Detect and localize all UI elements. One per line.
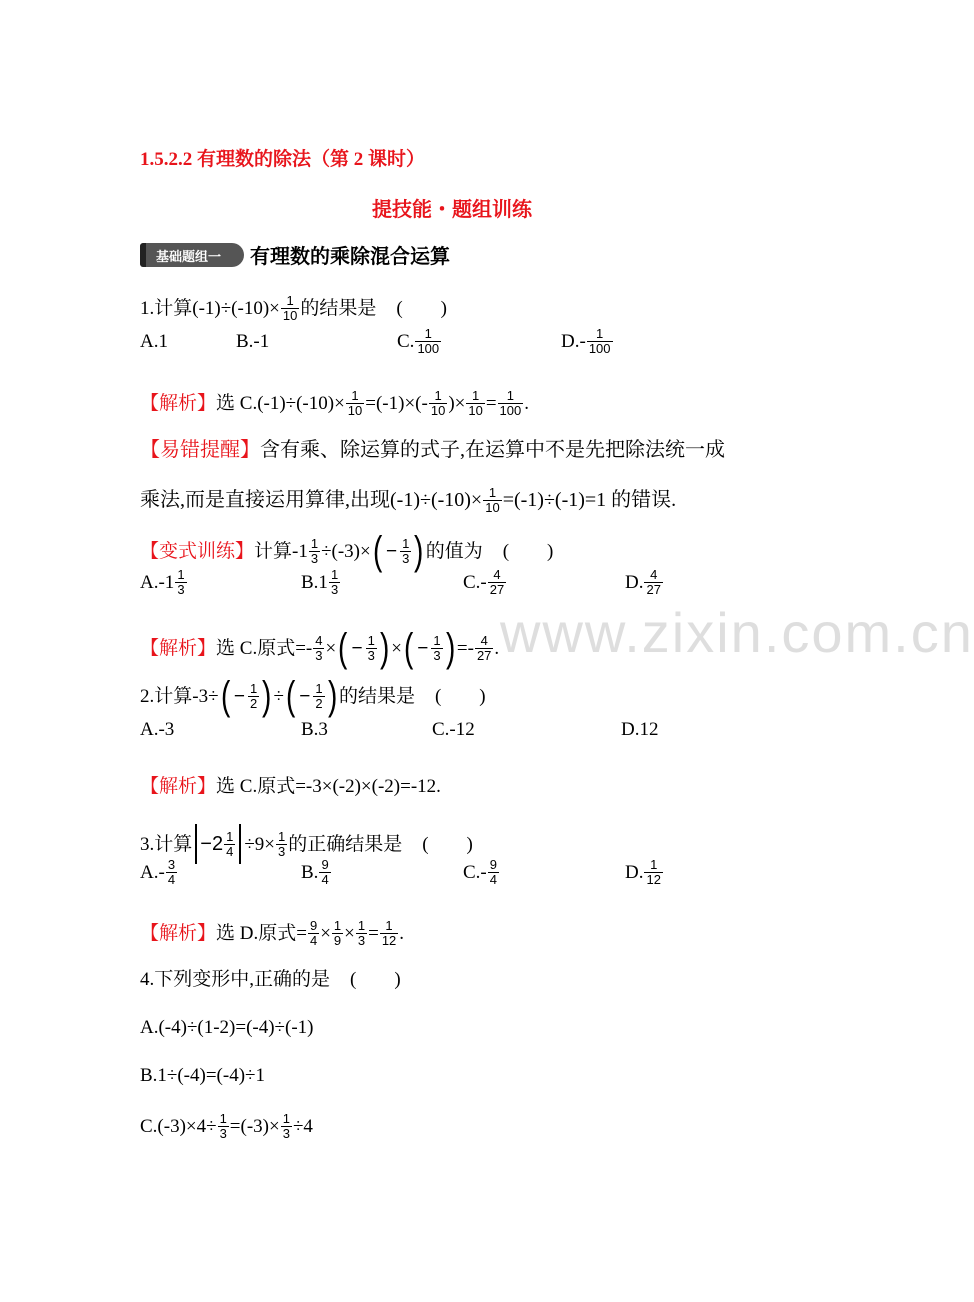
option-b: B. $\frac{9}{4}$ [301, 856, 329, 887]
q1-text-end: 的结果是 [300, 297, 377, 319]
analysis-tag: 【解析】 [140, 922, 217, 944]
tip-line2: 乘法,而是直接运用算律,出现(-1)÷(-10)× $\frac{1}{10}$ =(-1)÷(-1)=1 的错误. [140, 485, 677, 515]
option-b: B.-1 [236, 330, 270, 352]
option-d: D. $\frac{4}{27}$ [625, 566, 661, 597]
option-c: C.- $\frac{9}{4}$ [463, 856, 497, 887]
watermark: www.zixin.com.cn [500, 601, 974, 664]
option-d: D. $\frac{1}{12}$ [625, 856, 661, 887]
variant-tag: 【变式训练】 [140, 540, 255, 562]
badge-marker [140, 243, 146, 267]
q2-analysis: 【解析】 选 C.原式=-3×(-2)×(-2)=-12. [140, 776, 441, 797]
option-c: C. $\frac{1}{100}$ [397, 325, 440, 356]
option-a: A.-1 $\frac{1}{3}$ [140, 566, 185, 597]
analysis-tag: 【解析】 [140, 637, 217, 659]
analysis-tag: 【解析】 [140, 776, 217, 797]
section-title: 1.5.2.2 有理数的除法（第 2 课时） [140, 149, 426, 170]
tip-tag: 【易错提醒】 [140, 439, 260, 461]
option-c: C.- $\frac{4}{27}$ [463, 566, 505, 597]
variant-stem: 【变式训练】 计算-1 $\frac{1}{3}$ ÷(-3)× ( − $\frac{1}{3}$ ) 的值为 ( ) [140, 529, 554, 573]
q4-option-b: B.1÷(-4)=(-4)÷1 [140, 1065, 265, 1086]
option-a: A.-3 [140, 718, 175, 740]
option-a: A.- $\frac{3}{4}$ [140, 856, 176, 887]
variant-analysis: 【解析】 选 C.原式=- $\frac{4}{3}$ × ( − $\frac{1}{3}$ ) × ( − $\frac{1}{3}$ ) =- $\frac{4}{27}$ . [140, 626, 500, 670]
q1-stem [140, 294, 447, 322]
tip-line1: 【易错提醒】 含有乘、除运算的式子,在运算中不是先把除法统一成 [140, 439, 725, 461]
answer-blank: ( ) [396, 297, 447, 319]
group-title: 有理数的乘除混合运算 [250, 246, 450, 268]
q4-option-c: C.(-3)×4÷ $\frac{1}{3}$ =(-3)× $\frac{1}{3}$ ÷4 [140, 1111, 313, 1141]
subtitle: 提技能・题组训练 [372, 199, 532, 221]
q1-analysis: 【解析】 选 C.(-1)÷(-10)× $\frac{1}{10}$ =(-1)×(- $\frac{1}{10}$ )× $\frac{1}{10}$ = $\frac{1}{100}$ . [140, 388, 529, 418]
q2-stem: 2.计算-3÷ ( − $\frac{1}{2}$ ) ÷ ( − $\frac{1}{2}$ ) 的结果是 ( ) [140, 674, 486, 718]
group-badge [140, 243, 244, 267]
q4-option-a: A.(-4)÷(1-2)=(-4)÷(-1) [140, 1017, 314, 1038]
q1-text: 1.计算(-1)÷(-10)× [140, 297, 280, 319]
q3-analysis: 【解析】 选 D.原式= $\frac{9}{4}$ × $\frac{1}{9}$ × $\frac{1}{3}$ = $\frac{1}{12}$ . [140, 918, 405, 948]
option-b: B.1 $\frac{1}{3}$ [301, 566, 339, 597]
fraction: $\frac{1}{10}$ [282, 293, 298, 323]
option-b: B.3 [301, 718, 328, 740]
q4-stem: 4.下列变形中,正确的是 ( ) [140, 969, 401, 990]
option-c: C.-12 [432, 718, 475, 740]
option-d: D.- $\frac{1}{100}$ [561, 325, 611, 356]
analysis-tag: 【解析】 [140, 392, 217, 414]
q3-stem: 3.计算 −2 $\frac{1}{4}$ ÷9× $\frac{1}{3}$ 的正确结果是 ( ) [140, 824, 473, 864]
badge-label: 基础题组一 [156, 248, 222, 264]
option-d: D.12 [621, 718, 659, 740]
option-a: A.1 [140, 330, 168, 352]
